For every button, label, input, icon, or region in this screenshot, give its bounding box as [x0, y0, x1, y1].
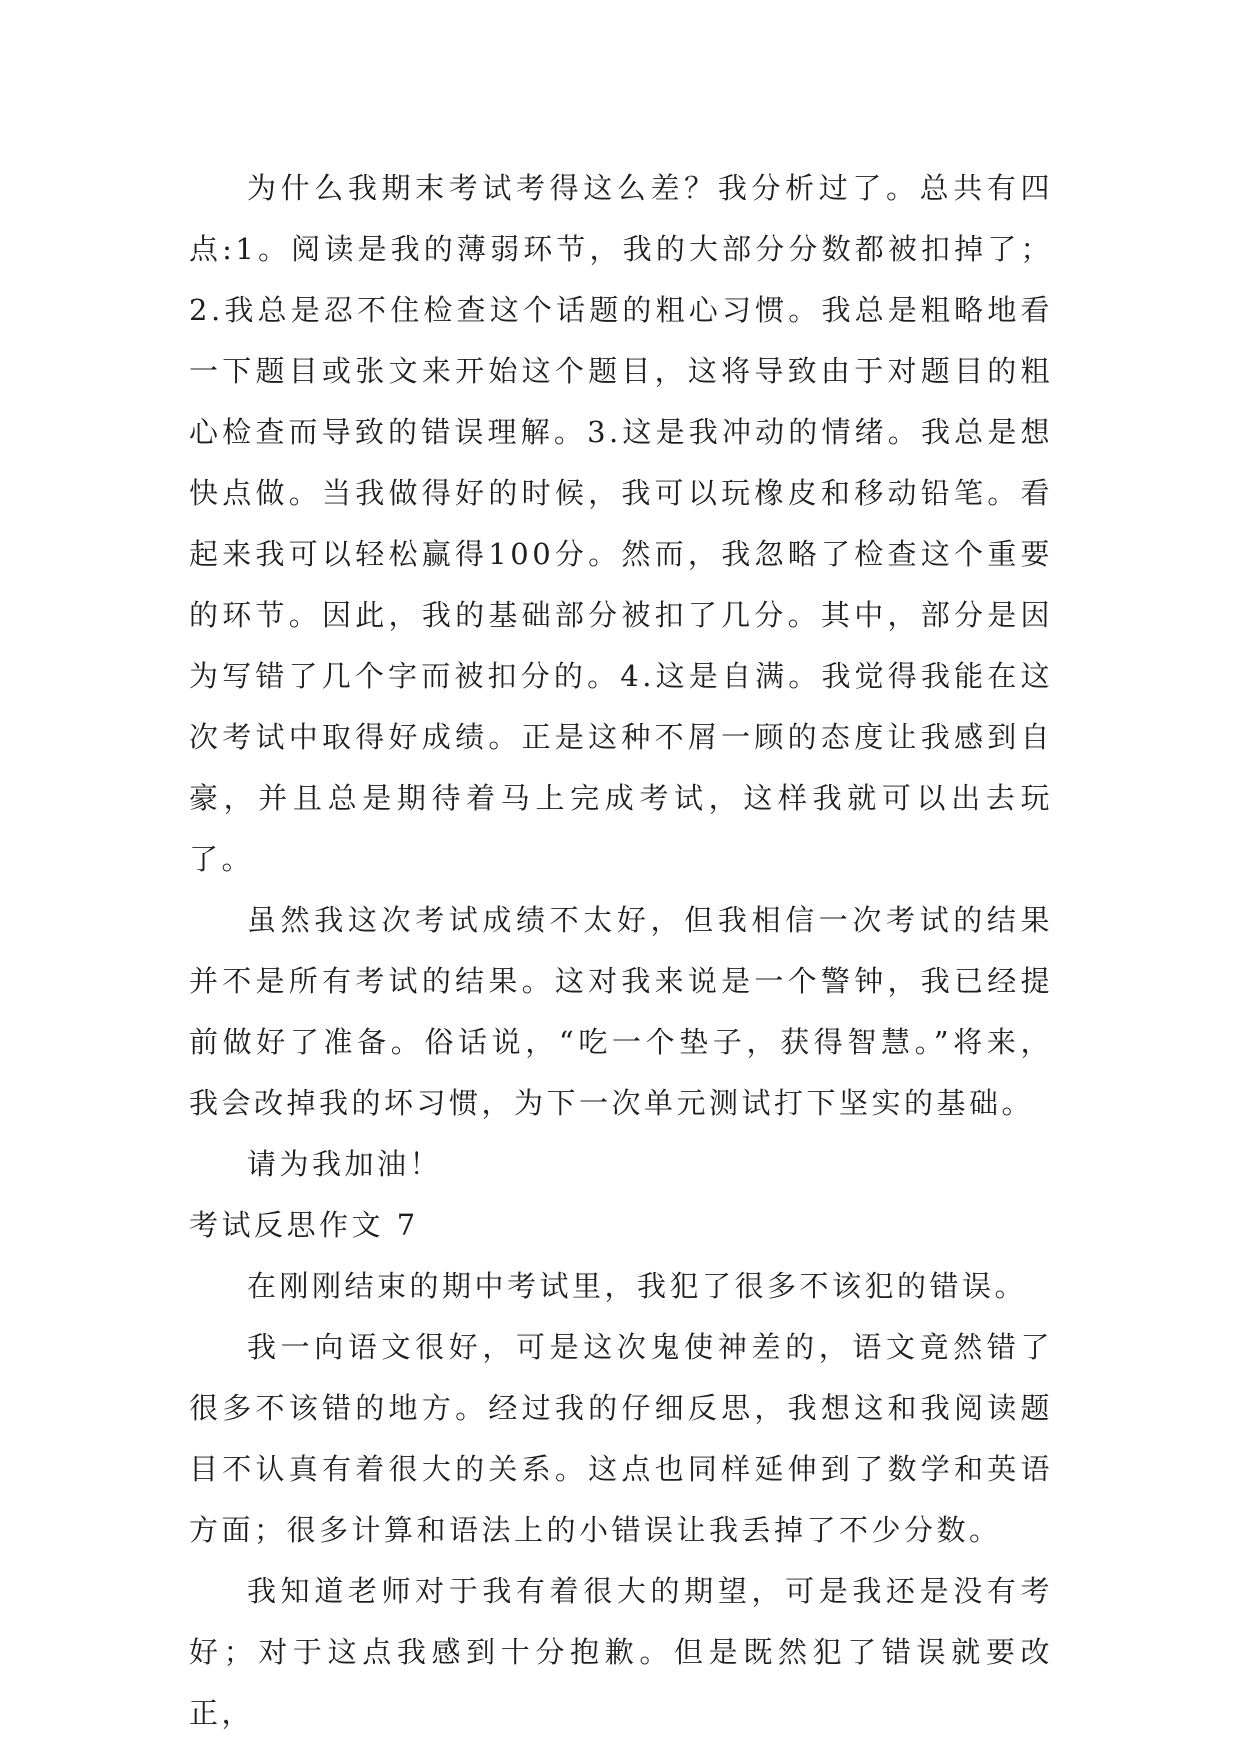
paragraph-cheer: 请为我加油！	[247, 1147, 443, 1181]
paragraph-resolution: 虽然我这次考试成绩不太好，但我相信一次考试的结果并不是所有考试的结果。这对我来说是一个警钟，我已经提前做好了准备。俗话说，“吃一个垫子，获得智慧。”将来，我会改掉我的坏习惯，为下一次单元测试打下坚实的基础。	[189, 903, 1053, 1120]
document-body	[189, 158, 1053, 1744]
paragraph-midterm-intro: 在刚刚结束的期中考试里，我犯了很多不该犯的错误。	[247, 1269, 1028, 1303]
section-heading: 考试反思作文 7	[189, 1208, 419, 1242]
paragraph-teacher-expectation: 我知道老师对于我有着很大的期望，可是我还是没有考好；对于这点我感到十分抱歉。但是既然犯了错误就要改正，	[189, 1574, 1053, 1730]
paragraph-exam-analysis: 为什么我期末考试考得这么差？我分析过了。总共有四点:1。阅读是我的薄弱环节，我的大部分分数都被扣掉了；2.我总是忍不住检查这个话题的粗心习惯。我总是粗略地看一下题目或张文来开始这个题目，这将导致由于对题目的粗心检查而导致的错误理解。3.这是我冲动的情绪。我总是想快点做。当我做得好的时候，我可以玩橡皮和移动铅笔。看起来我可以轻松赢得100分。然而，我忽略了检查这个重要的环节。因此，我的基础部分被扣了几分。其中，部分是因为写错了几个字而被扣分的。4.这是自满。我觉得我能在这次考试中取得好成绩。正是这种不屑一顾的态度让我感到自豪，并且总是期待着马上完成考试，这样我就可以出去玩了。	[189, 171, 1053, 876]
paragraph-chinese-mistakes: 我一向语文很好，可是这次鬼使神差的，语文竟然错了很多不该错的地方。经过我的仔细反思，我想这和我阅读题目不认真有着很大的关系。这点也同样延伸到了数学和英语方面；很多计算和语法上的小错误让我丢掉了不少分数。	[189, 1330, 1053, 1547]
